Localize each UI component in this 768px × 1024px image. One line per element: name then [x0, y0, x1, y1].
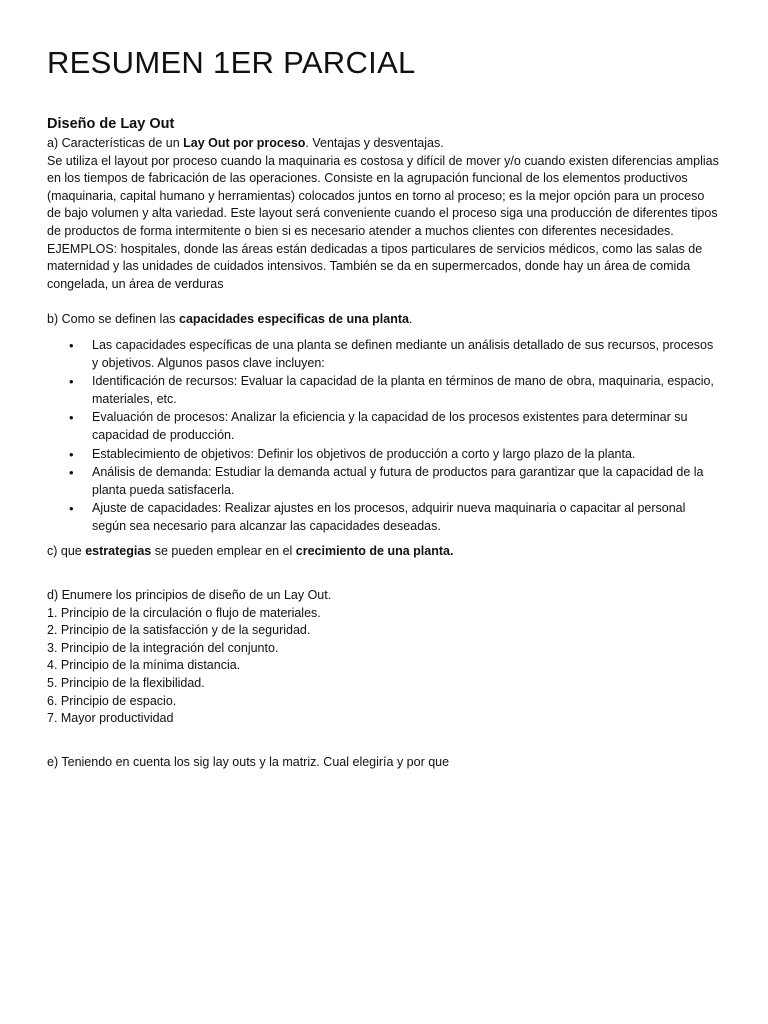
list-item-text: Establecimiento de objetivos: Definir los objetivos de producción a corto y largo plazo de la planta.: [92, 446, 636, 461]
list-item: 3. Principio de la integración del conjunto.: [47, 640, 279, 655]
bullet-icon: •: [69, 410, 74, 426]
list-item: 4. Principio de la mínima distancia.: [47, 658, 241, 673]
bullet-icon: •: [69, 374, 74, 390]
bullet-icon: •: [69, 337, 74, 353]
list-item: 1. Principio de la circulación o flujo de materiales.: [47, 605, 321, 620]
question-c-prefix: c) que: [47, 544, 86, 559]
bullet-icon: •: [69, 465, 74, 481]
answer-a-paragraph: Se utiliza el layout por proceso cuando la maquinaria es costosa y difícil de mover y/o cuando existen diferencias amplias en los tiempos de fabricación de las operaciones. Consiste en la agrupación funcional de los elementos productivos (maquinaria, capital humano y herramientas) colocados juntos en torno al proceso; es la mejor opción para un proceso de bajo volumen y alta variedad. Este layout será conveniente cuando el proceso siga una producción de diferentes tipos de productos de forma intermitente o bien si es necesario atender a muchos clientes con diferentes necesidades.: [47, 153, 719, 238]
list-item: [47, 409, 719, 444]
list-item: [47, 464, 719, 499]
spacer: [47, 293, 719, 311]
answer-b-list: [47, 337, 719, 536]
spacer: [47, 728, 719, 754]
list-item-text: Análisis de demanda: Estudiar la demanda actual y futura de productos para garantizar que la capacidad de la planta pueda satisfacerla.: [92, 465, 704, 497]
question-a-suffix: . Ventajas y desventajas.: [305, 136, 444, 150]
list-item: [47, 500, 719, 535]
list-item: 2. Principio de la satisfacción y de la seguridad.: [47, 623, 311, 638]
list-item: 5. Principio de la flexibilidad.: [47, 676, 205, 691]
list-item-text: Evaluación de procesos: Analizar la eficiencia y la capacidad de los procesos existentes para determinar su capacidad de producción.: [92, 410, 688, 442]
list-item: [47, 337, 719, 372]
document-content: [47, 114, 719, 771]
list-item-text: Identificación de recursos: Evaluar la capacidad de la planta en términos de mano de obra, maquinaria, espacio, materiales, etc.: [92, 374, 714, 406]
question-a-bold: Lay Out por proceso: [183, 136, 306, 150]
bullet-icon: •: [69, 446, 74, 462]
section-heading: Diseño de Lay Out: [47, 116, 175, 132]
question-b: [47, 311, 719, 329]
question-a-prefix: a) Características de un: [47, 136, 184, 150]
list-item-text: Ajuste de capacidades: Realizar ajustes en los procesos, adquirir nueva maquinaria o capacitar al personal según sea necesario para alcanzar las capacidades deseadas.: [92, 501, 686, 533]
bullet-icon: •: [69, 501, 74, 517]
answer-a-examples: EJEMPLOS: hospitales, donde las áreas están dedicadas a tipos particulares de servicios médicos, como las salas de maternidad y las unidades de cuidados intensivos. También se da en supermercados, donde hay un área de comida congelada, un área de verduras: [47, 241, 703, 291]
spacer: [47, 561, 719, 587]
list-item: [47, 373, 719, 408]
question-c-bold-strategies: estrategias: [85, 544, 152, 559]
list-item: 6. Principio de espacio.: [47, 693, 177, 708]
question-b-bold: capacidades especificas de una planta: [179, 312, 409, 327]
question-b-prefix: b) Como se definen las: [47, 312, 180, 327]
question-e: e) Teniendo en cuenta los sig lay outs y la matriz. Cual elegiría y por que: [47, 754, 450, 769]
question-d: d) Enumere los principios de diseño de un Lay Out.: [47, 588, 332, 603]
list-item: [47, 446, 719, 464]
question-a: [47, 135, 719, 153]
question-c: [47, 543, 719, 561]
question-c-bold-growth: crecimiento de una planta.: [295, 544, 454, 559]
list-item-text: Las capacidades específicas de una planta se definen mediante un análisis detallado de sus recursos, procesos y objetivos. Algunos pasos clave incluyen:: [92, 337, 714, 370]
list-item: 7. Mayor productividad: [47, 711, 174, 726]
question-d-block: [47, 587, 719, 728]
question-c-middle: se pueden emplear en el: [151, 544, 296, 559]
question-b-suffix: .: [408, 312, 413, 327]
document-title: RESUMEN 1ER PARCIAL: [47, 45, 416, 80]
